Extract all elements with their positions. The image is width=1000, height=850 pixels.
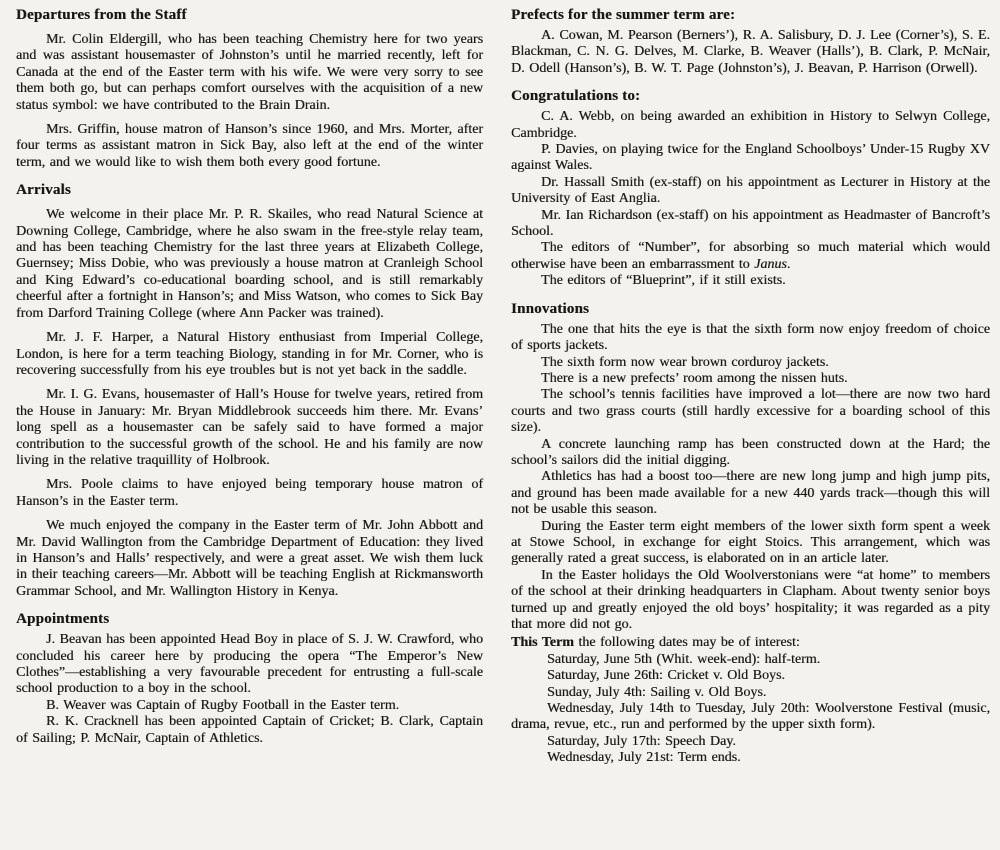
paragraph-innovations-2: The sixth form now wear brown corduroy jackets. <box>541 354 829 370</box>
heading-arrivals: Arrivals <box>16 182 71 199</box>
left-column <box>16 7 483 850</box>
italic-janus: Janus <box>754 256 787 272</box>
date-line: Saturday, July 17th: Speech Day. <box>547 733 736 749</box>
paragraph-appointments-2: B. Weaver was Captain of Rugby Football in the Easter term. <box>46 697 400 713</box>
this-term-rest: the following dates may be of interest: <box>573 635 800 651</box>
heading-departures: Departures from the Staff <box>16 7 187 23</box>
paragraph-innovations-4: The school’s tennis facilities have improved a lot—there are now two hard courts and two grass courts (still hardly excessive for a boarding school of this size). <box>511 387 990 436</box>
paragraph-appointments-3: R. K. Cracknell has been appointed Captain of Cricket; B. Clark, Captain of Sailing; P. McNair, Captain of Athletics. <box>16 714 484 746</box>
paragraph-appointments-1: J. Beavan has been appointed Head Boy in place of S. J. W. Crawford, who concluded his career here by producing the opera “The Emperor’s New Clothes”—establishing a very favourable precedent for entrusting a full-scale school production to a boy in the school. <box>16 632 484 697</box>
date-line: Sunday, July 4th: Sailing v. Old Boys. <box>547 684 767 700</box>
paragraph-innovations-1: The one that hits the eye is that the sixth form now enjoy freedom of choice of sports jackets. <box>511 321 990 354</box>
paragraph-innovations-3: There is a new prefects’ room among the nissen huts. <box>541 370 848 386</box>
heading-appointments: Appointments <box>16 611 110 628</box>
heading-innovations: Innovations <box>511 300 590 317</box>
date-line: Saturday, June 5th (Whit. week-end): half-term. <box>547 651 821 667</box>
paragraph-departures-2: Mrs. Griffin, house matron of Hanson’s since 1960, and Mrs. Morter, after four terms as assistant matron in Sick Bay, also left at the end of the winter term, and we would like to wish them both every good fortune. <box>16 122 484 170</box>
paragraph-congrats-6: The editors of “Blueprint”, if it still exists. <box>541 273 786 289</box>
paragraph-prefects-list: A. Cowan, M. Pearson (Berners’), R. A. Salisbury, D. J. Lee (Corner’s), S. E. Blackman, C. N. G. Delves, M. Clarke, B. Weaver (Halls’), B. Clark, P. McNair, D. Odell (Hanson’s), B. W. T. Page (Johnston’s), J. Beavan, P. Harrison (Orwell). <box>511 28 990 76</box>
paragraph-congrats-5 <box>511 240 990 273</box>
right-column <box>511 7 990 850</box>
paragraph-congrats-3: Dr. Hassall Smith (ex-staff) on his appointment as Lecturer in History at the University of East Anglia. <box>511 174 990 207</box>
date-line: Saturday, June 26th: Cricket v. Old Boys. <box>547 668 785 684</box>
paragraph-innovations-7: During the Easter term eight members of the lower sixth form spent a week at Stowe School, in exchange for eight Stoics. This arrangement, which was generally rated a great success, is elaborated on in an article later. <box>511 518 990 567</box>
heading-congratulations: Congratulations to: <box>511 88 641 105</box>
paragraph-innovations-8: In the Easter holidays the Old Woolverstonians were “at home” to members of the school at their drinking headquarters in Clapham. About twenty senior boys turned up and greatly enjoyed the old boys’ hospitality; it was regarded as a pity that more did not go. <box>511 567 990 632</box>
congrats-5-period: . <box>786 256 791 272</box>
this-term-lead: This Term <box>511 635 574 651</box>
paragraph-arrivals-2: Mr. J. F. Harper, a Natural History enthusiast from Imperial College, London, is here for a term teaching Biology, standing in for Mr. Corner, who is recovering successfully from his eye troubles but is not yet back in the saddle. <box>16 330 484 378</box>
date-line: Wednesday, July 14th to Tuesday, July 20th: Woolverstone Festival (music, drama, revue, etc., run and performed by the upper sixth form). <box>511 701 990 733</box>
paragraph-congrats-2: P. Davies, on playing twice for the England Schoolboys’ Under-15 Rugby XV against Wales. <box>511 142 990 174</box>
paragraph-arrivals-5: We much enjoyed the company in the Easter term of Mr. John Abbott and Mr. David Wallington from the Cambridge Department of Education: they lived in Hanson’s and Halls’ respectively, and were a great asset. We wish them luck in their teaching careers—Mr. Abbott will be teaching English at Rickmansworth Grammar School, and Mr. Wallington History in Kenya. <box>16 518 484 599</box>
paragraph-this-term <box>511 635 990 651</box>
paragraph-arrivals-3: Mr. I. G. Evans, housemaster of Hall’s House for twelve years, retired from the House in January: Mr. Bryan Middlebrook succeeds him there. Mr. Evans’ long spell as a housemaster can be safely said to have formed a major contribution to the successful growth of the school. He and his family are now living in the relative traquillity of Holbrook. <box>16 387 484 468</box>
paragraph-arrivals-1: We welcome in their place Mr. P. R. Skailes, who read Natural Science at Downing College, Cambridge, where he also swam in the free-style relay team, and has been teaching Chemistry for the last three years at Elizabeth College, Guernsey; Miss Dobie, who was previously a house matron at Cranleigh School and King Edward’s co-educational boarding school, and is still remarkably cheerful after a fortnight in Hanson’s; and Miss Watson, who comes to Sick Bay from Darford Training College (where Ann Packer was trained). <box>16 207 484 321</box>
paragraph-innovations-6: Athletics has had a boost too—there are new long jump and high jump pits, and ground has been made available for a new 440 yards track—though this will not be usable this season. <box>511 469 990 518</box>
heading-prefects: Prefects for the summer term are: <box>511 7 736 23</box>
paragraph-congrats-1: C. A. Webb, on being awarded an exhibition in History to Selwyn College, Cambridge. <box>511 109 990 141</box>
date-line: Wednesday, July 21st: Term ends. <box>547 750 741 766</box>
paragraph-congrats-4: Mr. Ian Richardson (ex-staff) on his appointment as Headmaster of Bancroft’s School. <box>511 207 990 240</box>
congrats-5-text: The editors of “Number”, for absorbing so much material which would otherwise have been an embarrassment to <box>511 240 990 272</box>
paragraph-departures-1: Mr. Colin Eldergill, who has been teaching Chemistry here for two years and was assistant housemaster of Johnston’s until he married recently, left for Canada at the end of the Easter term with his wife. We were very sorry to see them both go, but can perhaps comfort ourselves with the acquisition of a new status symbol: we have contributed to the Brain Drain. <box>16 32 484 113</box>
paragraph-arrivals-4: Mrs. Poole claims to have enjoyed being temporary house matron of Hanson’s in the Easter term. <box>16 477 484 509</box>
paragraph-innovations-5: A concrete launching ramp has been constructed down at the Hard; the school’s sailors did the initial digging. <box>511 436 990 468</box>
